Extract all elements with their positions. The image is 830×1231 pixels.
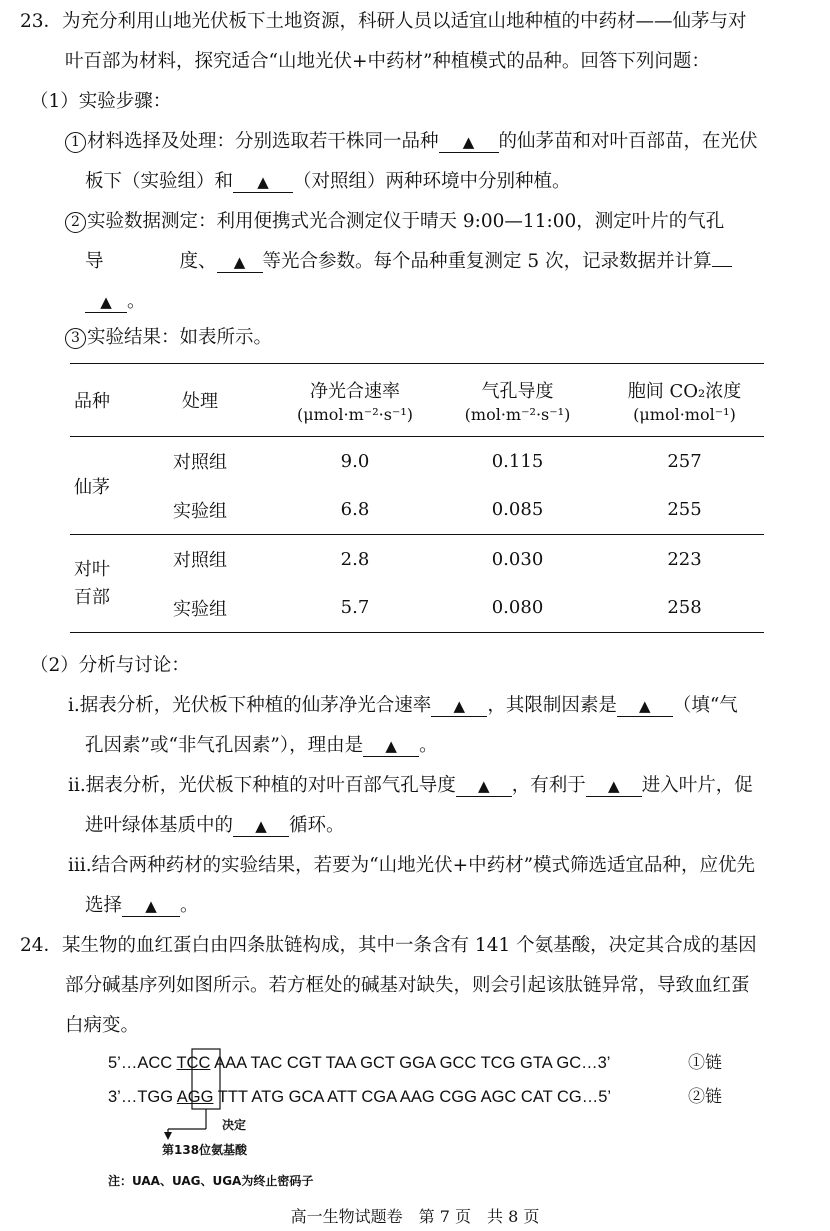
value-cell: 255 — [667, 499, 702, 521]
page-footer: 高一生物试题卷 第 7 页 共 8 页 — [290, 1207, 540, 1226]
value-cell: 5.7 — [340, 597, 370, 619]
value-cell: 9.0 — [340, 450, 370, 472]
step2-text-b1: 导 — [85, 251, 104, 272]
decide-label: 决定 — [222, 1118, 247, 1132]
header-intercellular-co2-label: 胞间 CO₂浓度 — [627, 380, 742, 402]
blank-control-environment[interactable]: ▲ — [233, 172, 293, 193]
step1-text-c: 板下（实验组）和 — [85, 171, 234, 192]
value-cell: 2.8 — [340, 548, 370, 570]
treatment-cell: 对照组 — [173, 452, 227, 474]
value-cell: 223 — [667, 548, 702, 570]
arrow-head — [164, 1132, 172, 1140]
analysis-ii-text-c: 进入叶片，促 — [641, 775, 753, 796]
header-variety: 品种 — [74, 391, 110, 412]
variety-line-2: 百部 — [74, 586, 110, 608]
analysis-i-text-b: ，其限制因素是 — [487, 695, 617, 716]
analysis-i-text-c: （填“气 — [672, 695, 738, 716]
analysis-iii-text-b: 选择 — [85, 895, 123, 916]
blank-variety-condition[interactable]: ▲ — [439, 132, 499, 153]
value-cell: 258 — [667, 597, 702, 619]
header-stomatal-conductance-unit: (mol·m⁻²·s⁻¹) — [464, 404, 571, 424]
header-treatment: 处理 — [182, 391, 218, 412]
blank-calculate[interactable]: ▲ — [85, 292, 127, 313]
amino-acid-position-label: 第138位氨基酸 — [162, 1143, 248, 1157]
analysis-iii-text-c: 。 — [180, 895, 199, 916]
analysis-i-text-e: 。 — [419, 735, 438, 756]
step3-number: 3 — [65, 328, 86, 349]
analysis-ii-text-d: 进叶绿体基质中的 — [85, 815, 234, 836]
value-cell: 257 — [667, 450, 702, 472]
value-cell: 0.030 — [491, 548, 544, 570]
step3-text: 实验结果：如表所示。 — [87, 327, 273, 348]
value-cell: 6.8 — [340, 499, 370, 521]
strand-2-boxed-bases: AGG — [176, 1088, 214, 1106]
step1-text-b: 的仙茅苗和对叶百部苗，在光伏 — [498, 131, 758, 152]
strand-1-prefix: 5’…ACC — [108, 1054, 177, 1072]
q23-line-1: 23．为充分利用山地光伏板下土地资源，科研人员以适宜山地种植的中药材——仙茅与对 — [20, 11, 747, 32]
blank-xianmao-rate[interactable]: ▲ — [431, 696, 487, 717]
strand-2-label: ②链 — [688, 1087, 722, 1107]
header-net-photosynthesis-label: 净光合速率 — [310, 380, 400, 402]
analysis-ii-text-e: 循环。 — [289, 815, 345, 836]
treatment-cell: 实验组 — [173, 500, 227, 522]
q24-line-1: 24．某生物的血红蛋白由四条肽链构成，其中一条含有 141 个氨基酸，决定其合成的基因 — [20, 935, 757, 956]
strand-1-label: ①链 — [688, 1053, 722, 1073]
step2-text-b3: 等光合参数。每个品种重复测定 5 次，记录数据并计算 — [262, 251, 712, 272]
blank-limiting-factor[interactable]: ▲ — [617, 696, 673, 717]
base-pair-box — [192, 1049, 220, 1109]
step1-number: 1 — [65, 132, 86, 153]
blank-reason[interactable]: ▲ — [363, 736, 419, 757]
step1-text-d: （对照组）两种环境中分别种植。 — [293, 171, 571, 192]
analysis-i-text-a: ⅰ.据表分析，光伏板下种植的仙茅净光合速率 — [68, 695, 432, 716]
blank-photosynthetic-param[interactable]: ▲ — [217, 252, 263, 273]
part1-title: （1）实验步骤： — [30, 91, 172, 112]
step2-text-a: 实验数据测定：利用便携式光合测定仪于晴天 9:00—11:00，测定叶片的气孔 — [87, 211, 725, 232]
value-cell: 0.085 — [491, 499, 544, 521]
analysis-ii-text-a: ⅱ.据表分析，光伏板下种植的对叶百部气孔导度 — [68, 775, 456, 796]
q24-line-3: 白病变。 — [65, 1015, 140, 1036]
blank-preferred-variety[interactable]: ▲ — [122, 896, 180, 917]
header-stomatal-conductance-label: 气孔导度 — [481, 380, 554, 402]
analysis-i-text-d: 孔因素”或“非气孔因素”），理由是 — [85, 735, 364, 756]
blank-baibu-conductance[interactable]: ▲ — [456, 776, 512, 797]
stop-codon-note: 注：UAA、UAG、UGA为终止密码子 — [108, 1174, 314, 1188]
analysis-ii-text-b: ，有利于 — [511, 775, 586, 796]
strand-2-suffix: TTT ATG GCA ATT CGA AAG CGG AGC CAT CG…5’ — [213, 1088, 612, 1106]
q23-line-2: 叶百部为材料，探究适合“山地光伏+中药材”种植模式的品种。回答下列问题： — [65, 51, 710, 72]
variety-cell: 仙茅 — [74, 476, 110, 498]
step1-text-a: 材料选择及处理：分别选取若干株同一品种 — [87, 131, 439, 152]
value-cell: 0.080 — [491, 597, 544, 619]
strand-2-prefix: 3’…TGG — [108, 1088, 177, 1106]
strand-1-suffix: AAA TAC CGT TAA GCT GGA GCC TCG GTA GC…3’ — [210, 1054, 611, 1072]
treatment-cell: 实验组 — [173, 598, 227, 620]
analysis-iii-line-1: ⅲ.结合两种药材的实验结果，若要为“山地光伏+中药材”模式筛选适宜品种，应优先 — [68, 855, 756, 876]
step2-number: 2 — [65, 212, 86, 233]
blank-cycle[interactable]: ▲ — [233, 816, 289, 837]
q24-line-2: 部分碱基序列如图所示。若方框处的碱基对缺失，则会引起该肽链异常，导致血红蛋 — [65, 975, 750, 996]
part2-title: （2）分析与讨论： — [30, 655, 190, 676]
strand-1-boxed-bases: TCC — [176, 1054, 211, 1072]
header-net-photosynthesis-unit: (μmol·m⁻²·s⁻¹) — [296, 404, 414, 424]
blank-enter-leaf[interactable]: ▲ — [586, 776, 642, 797]
step2-text-b2: 度、 — [179, 251, 217, 272]
variety-line-1: 对叶 — [74, 558, 110, 580]
step2-text-c: 。 — [127, 291, 146, 312]
value-cell: 0.115 — [491, 450, 544, 472]
treatment-cell: 对照组 — [173, 550, 227, 572]
header-intercellular-co2-unit: (μmol·mol⁻¹) — [633, 404, 736, 424]
